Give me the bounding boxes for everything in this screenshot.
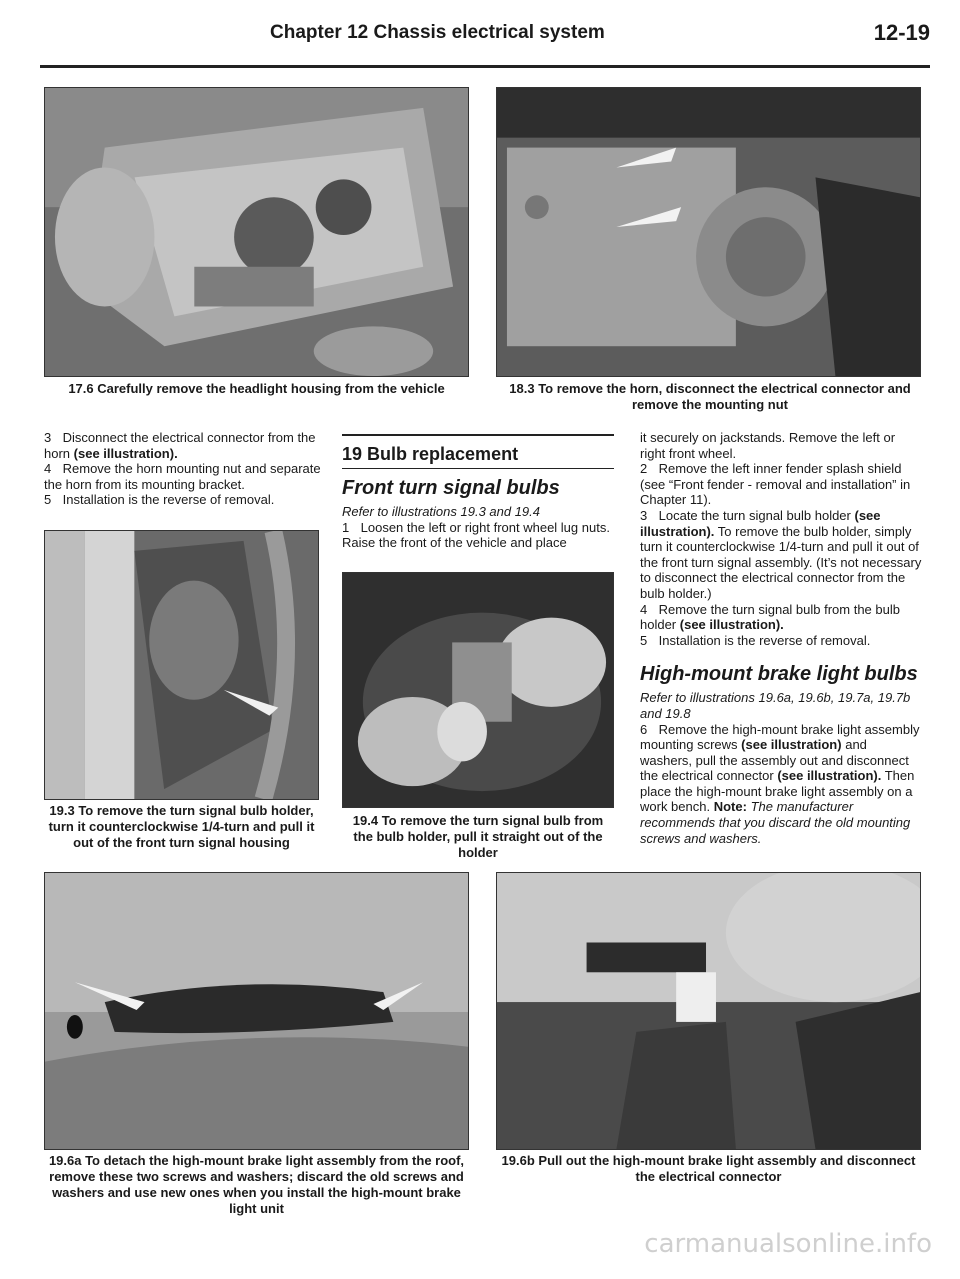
section-rule-top xyxy=(342,434,614,436)
refer-illustrations-19-6: Refer to illustrations 19.6a, 19.6b, 19.7a, 19.7b and 19.8 xyxy=(640,690,911,721)
step-3-right: 3 Locate the turn signal bulb holder (see illustration). To remove the bulb holder, simply turn it counterclockwise 1/4-turn and pull it out of the front turn signal assembly. (It’s not necessary to disconnect the electrical connector from the bulb holder.) xyxy=(640,507,922,601)
right-column-text xyxy=(640,430,922,846)
caption-19-6a: 19.6a To detach the high-mount brake light assembly from the roof, remove these two screws and washers; discard the old screws and washers and use new ones when you install the high-mount brake light unit xyxy=(48,1153,465,1216)
chapter-title: Chapter 12 Chassis electrical system xyxy=(270,22,605,43)
subheading-front-turn-signal: Front turn signal bulbs xyxy=(342,477,560,499)
step-3: 3 Disconnect the electrical connector from the horn (see illustration). xyxy=(44,430,316,461)
refer-illustrations-19-3: Refer to illustrations 19.3 and 19.4 xyxy=(342,504,541,519)
photo-brake-light-screws xyxy=(44,872,469,1150)
step-5: 5 Installation is the reverse of removal. xyxy=(44,492,275,508)
photo-headlight-housing xyxy=(44,87,469,377)
step-4-right: 4 Remove the turn signal bulb from the bulb holder (see illustration). xyxy=(640,601,900,633)
step-4: 4 Remove the horn mounting nut and separate the horn from its mounting bracket. xyxy=(44,461,321,492)
subheading-high-mount: High-mount brake light bulbs xyxy=(640,663,918,686)
photo-brake-light-connector xyxy=(496,872,921,1150)
section-rule-bottom xyxy=(342,468,614,469)
watermark: carmanualsonline.info xyxy=(644,1229,932,1259)
right-continuation: it securely on jackstands. Remove the left or right front wheel. xyxy=(640,430,896,461)
caption-19-6b: 19.6b Pull out the high-mount brake light assembly and disconnect the electrical connector xyxy=(501,1153,916,1184)
page-number: 12-19 xyxy=(873,20,930,45)
section-heading: 19 Bulb replacement xyxy=(342,444,519,464)
caption-19-3: 19.3 To remove the turn signal bulb holder, turn it counterclockwise 1/4-turn and pull it out of the front turn signal housing xyxy=(48,803,315,850)
photo-turn-signal-bulb xyxy=(342,572,614,808)
middle-column-text xyxy=(342,476,617,551)
photo-horn xyxy=(496,87,921,377)
step-5-right: 5 Installation is the reverse of removal. xyxy=(640,632,871,648)
step-1: 1 Loosen the left or right front wheel lug nuts. Raise the front of the vehicle and place xyxy=(342,519,610,551)
caption-19-4: 19.4 To remove the turn signal bulb from the bulb holder, pull it straight out of the holder xyxy=(352,813,604,860)
step-2: 2 Remove the left inner fender splash shield (see “Front fender - removal and installation” in Chapter 11). xyxy=(640,461,911,508)
step-6: 6 Remove the high-mount brake light assembly mounting screws (see illustration) and washers, pull the assembly out and disconnect the electrical connector (see illustration). Then place the high-mount brake light assembly on a work bench. Note: The manufacturer recommends that you discard the old mounting screws and washers. xyxy=(640,721,920,846)
caption-18-3: 18.3 To remove the horn, disconnect the electrical connector and remove the mounting nut xyxy=(509,381,911,412)
photo-turn-signal-holder xyxy=(44,530,319,800)
left-column-text xyxy=(44,430,324,508)
caption-17-6: 17.6 Carefully remove the headlight housing from the vehicle xyxy=(68,381,445,396)
